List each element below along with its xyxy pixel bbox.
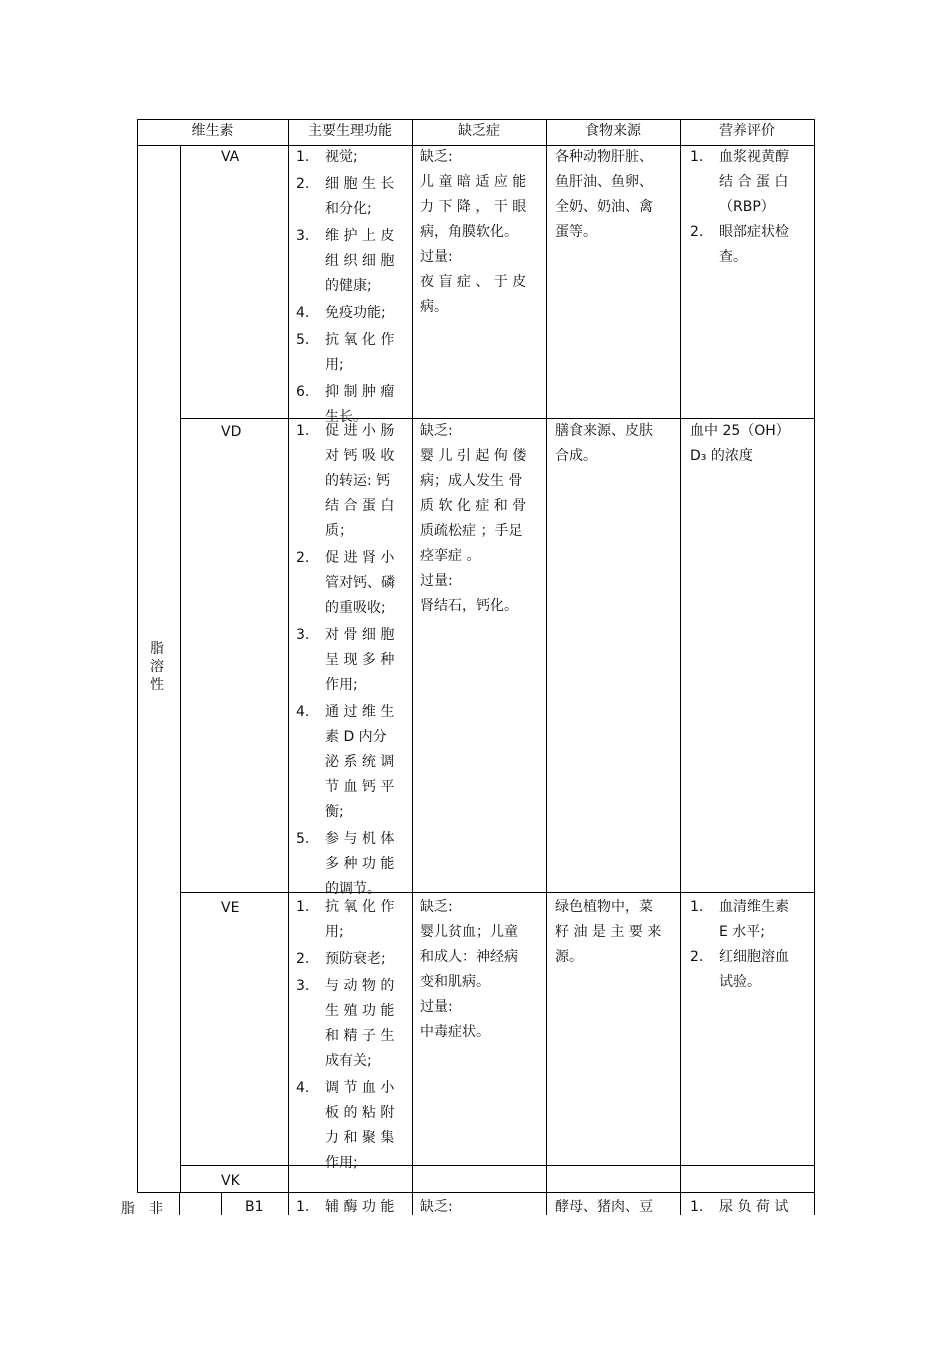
list-item-line: 促 进 小 肠 [325,423,395,439]
bottom-group-label-b: 非 [149,1201,163,1217]
list-item-line: 参 与 机 体 [325,831,395,847]
group-label-char: 脂 [150,641,164,657]
b1-function-text: 辅 酶 功 能 [325,1199,395,1215]
ve-food [555,895,661,970]
vd-food [555,419,653,469]
list-item-line: 血清维生素 [719,899,789,915]
b1-evaluation-text: 尿 负 荷 试 [719,1199,789,1215]
header-deficiency: 缺乏症 [458,123,500,139]
list-item-line: 生长。 [325,409,367,425]
text-line: 过量: [420,999,453,1015]
text-line: 中毒症状。 [420,1024,490,1040]
text-line: 力 下 降 ， 干 眼 [420,199,527,215]
list-item-line: 抑 制 肿 瘤 [325,384,395,400]
text-line: 全奶、奶油、禽 [555,199,653,215]
text-line: 籽 油 是 主 要 来 [555,924,662,940]
list-item-number: 3. [296,228,310,244]
list-item-line: 视觉; [325,149,358,165]
b1-deficiency: 缺乏: [420,1199,453,1215]
text-line: 过量: [420,249,453,265]
list-item-number: 2. [296,176,310,192]
list-item-text [325,328,394,378]
list-item-number: 2. [296,951,310,967]
text-line: 膳食来源、皮肤 [555,423,653,439]
list-item-text [325,974,394,1074]
text-line: 变和肌病。 [420,974,490,990]
list-item-number: 1. [690,149,704,165]
list-item-text [325,947,386,972]
list-item-line: 素 D 内分 [325,729,387,745]
text-line: 病；成人发生 骨 [420,473,523,489]
list-item-text [325,623,394,698]
list-item-text [325,895,394,945]
list-item-text [325,145,358,170]
text-line: 合成。 [555,448,597,464]
text-line: 肾结石，钙化。 [420,598,518,614]
bottom-subgroup-left [179,1192,180,1215]
vitamin-name-va: VA [221,149,240,165]
list-item-number: 6. [296,384,310,400]
list-item-line: 调 节 血 小 [325,1080,395,1096]
b1-function-number: 1. [296,1199,310,1215]
list-item-line: 试验。 [719,974,761,990]
list-item-line: 血浆视黄醇 [719,149,789,165]
list-item-text [719,895,789,945]
text-line: 和成人：神经病 [420,949,518,965]
text-line: 缺乏: [420,899,453,915]
vd-bottom-border [180,892,815,893]
text-line: 质疏松症 ；手足 [420,523,523,539]
vitamin-name-vk: VK [221,1173,240,1189]
list-item-line: 红细胞溶血 [719,949,789,965]
text-line: 血中 25（OH） [690,423,790,439]
list-item-line: 力 和 聚 集 [325,1130,395,1146]
list-item-number: 5. [296,332,310,348]
list-item-line: 促 进 肾 小 [325,550,395,566]
list-item-line: 与 动 物 的 [325,978,395,994]
list-item-number: 1. [690,899,704,915]
list-item-line: 板 的 粘 附 [325,1105,395,1121]
vitamin-name-ve: VE [221,900,240,916]
vd-deficiency [420,419,526,619]
header-evaluation: 营养评价 [719,123,775,139]
text-line: 儿 童 暗 适 应 能 [420,174,527,190]
group-divider [180,145,181,1193]
col-divider-deficiency [412,119,413,1215]
list-item-line: 眼部症状检 [719,224,789,240]
list-item-text [719,945,789,995]
list-item-line: （RBP） [719,199,775,215]
list-item-text [325,1076,394,1176]
list-item-line: 对 骨 细 胞 [325,627,395,643]
b1-evaluation-number: 1. [690,1199,704,1215]
list-item-line: 作用; [325,1155,358,1171]
list-item-line: 管对钙、磷 [325,575,395,591]
list-item-line: 维 护 上 皮 [325,228,395,244]
b1-food: 酵母、猪肉、豆 [555,1199,653,1215]
list-item-text [325,546,395,621]
vitamin-name-vd: VD [221,424,242,440]
list-item-line: 呈 现 多 种 [325,652,395,668]
list-item-line: 通 过 维 生 [325,704,395,720]
text-line: 夜 盲 症 、 于 皮 [420,274,527,290]
group-label-fat-soluble [149,640,165,694]
list-item-line: 抗 氧 化 作 [325,332,395,348]
list-item-number: 2. [690,224,704,240]
text-line: 缺乏: [420,149,453,165]
va-food [555,145,653,245]
text-line: 各种动物肝脏、 [555,149,653,165]
list-item-line: 细 胞 生 长 [325,176,395,192]
list-item-text [325,419,394,544]
list-item-line: 的转运: 钙 [325,473,391,489]
text-line: 婴 儿 引 起 佝 偻 [420,448,527,464]
table-left-border [137,119,138,1192]
text-line: 绿色植物中，菜 [555,899,653,915]
list-item-text [325,172,394,222]
list-item-line: 的健康; [325,278,372,294]
text-line: 病。 [420,299,448,315]
list-item-line: 节 血 钙 平 [325,779,395,795]
list-item-line: 查。 [719,249,747,265]
va-deficiency [420,145,526,320]
list-item-line: 用; [325,924,344,940]
list-item-number: 1. [296,423,310,439]
text-line: 缺乏: [420,423,453,439]
list-item-line: 的重吸收; [325,600,386,616]
list-item-number: 3. [296,627,310,643]
list-item-text [719,220,789,270]
list-item-text [719,145,789,220]
list-item-text [325,827,394,902]
vitamin-name-b1: B1 [245,1199,264,1215]
header-function: 主要生理功能 [308,123,392,139]
bottom-subgroup-right [221,1192,222,1215]
list-item-text [325,224,394,299]
text-line: 过量: [420,573,453,589]
list-item-line: 预防衰老; [325,951,386,967]
text-line: 婴儿贫血；儿童 [420,924,518,940]
col-divider-evaluation [680,119,681,1215]
list-item-line: 组 织 细 胞 [325,253,395,269]
list-item-text [325,700,394,825]
list-item-line: 免疫功能; [325,305,386,321]
ve-bottom-border [180,1165,815,1166]
list-item-number: 2. [296,550,310,566]
group-label-char: 性 [150,677,164,693]
list-item-line: 用; [325,357,344,373]
ve-deficiency [420,895,518,1045]
text-line: 痉挛症 。 [420,548,481,564]
col-divider-function [288,119,289,1215]
list-item-number: 4. [296,305,310,321]
text-line: D₃ 的浓度 [690,448,753,464]
text-line: 病，角膜软化。 [420,224,518,240]
list-item-line: 结 合 蛋 白 [325,498,395,514]
list-item-number: 5. [296,831,310,847]
list-item-number: 1. [296,149,310,165]
text-line: 蛋等。 [555,224,597,240]
text-line: 质 软 化 症 和 骨 [420,498,527,514]
group-label-char: 溶 [150,659,164,675]
list-item-line: 质； [325,523,353,539]
list-item-line: 衡; [325,804,344,820]
list-item-number: 4. [296,704,310,720]
list-item-line: 和 精 子 生 [325,1028,395,1044]
list-item-number: 1. [296,899,310,915]
list-item-line: 作用; [325,677,358,693]
list-item-number: 2. [690,949,704,965]
text-line: 鱼肝油、鱼卵、 [555,174,653,190]
list-item-line: 生 殖 功 能 [325,1003,395,1019]
list-item-line: 结 合 蛋 白 [719,174,789,190]
list-item-line: 成有关; [325,1053,372,1069]
header-food: 食物来源 [585,123,641,139]
list-item-number: 3. [296,978,310,994]
list-item-line: 泌 系 统 调 [325,754,395,770]
header-vitamin: 维生素 [191,123,234,139]
table-right-border [814,119,815,1215]
list-item-line: 和分化; [325,201,372,217]
col-divider-food [546,119,547,1215]
bottom-group-label-a: 脂 [121,1201,135,1217]
text-line: 源。 [555,949,583,965]
list-item-line: 多 种 功 能 [325,856,395,872]
list-item-line: 对 钙 吸 收 [325,448,395,464]
list-item-line: E 水平; [719,924,766,940]
list-item-line: 的调节。 [325,881,381,897]
list-item-line: 抗 氧 化 作 [325,899,395,915]
vd-evaluation [690,419,790,469]
list-item-text [325,301,386,326]
list-item-number: 4. [296,1080,310,1096]
